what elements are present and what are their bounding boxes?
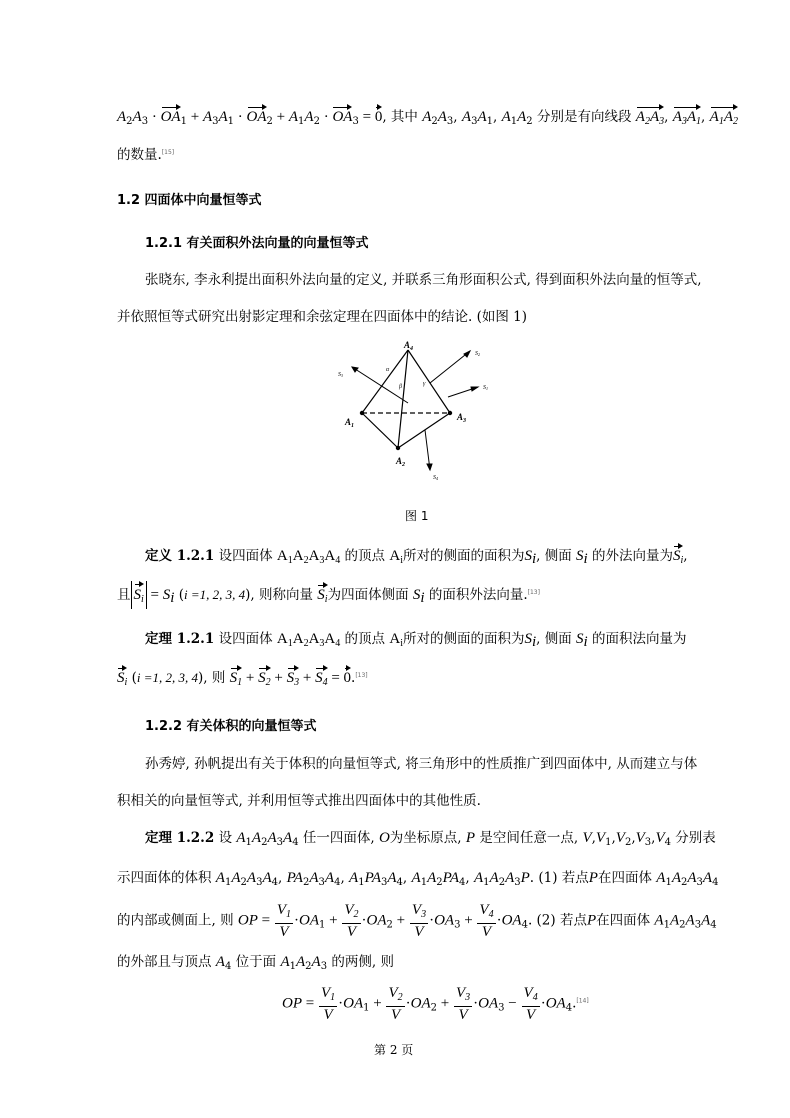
angle-label-beta: β (399, 384, 402, 390)
vector-label-s1: S1 (483, 385, 488, 391)
theorem2-equation: OP = $\frac{V_1}{V}$ $\cdot OA_1$ + $\frac{V_2}{V}$ $\cdot OA_2$ + $\frac{V_3}{V}$ $\cdot OA_3$ − $\frac{V_4}{V}$ $\cdot OA_4.[14]$ (282, 985, 589, 1023)
subsection-heading-2: 1.2.2 有关体积的向量恒等式 (145, 719, 317, 734)
vector-label-s3: S3 (338, 372, 343, 378)
section-heading: 1.2 四面体中向量恒等式 (117, 193, 262, 208)
vector-label-s4: S4 (433, 475, 438, 481)
theorem2-line3: 的内部或侧面上, 则 OP = $\frac{V_1}{V}$ $\cdot OA_1$ + $\frac{V_2}{V}$ $\cdot OA_2$ + $\frac{V_3}{V}$ $\cdot OA_3$ + $\frac{V_4}{V}$ $\cdot OA_4$. (2) 若点P在四面体 $A_1A_2A_3A_4$ (117, 902, 717, 940)
vertex-label-a1: $A_1$ (345, 417, 355, 429)
theorem2-line4: 的外部且与顶点 $A_4$ 位于面 $A_1A_2A_3$ 的两侧, 则 (117, 954, 394, 972)
figure-caption: 图 1 (405, 509, 429, 523)
angle-label-alpha: α (386, 367, 390, 373)
vector-label-s2: S2 (475, 351, 480, 357)
intro-formula-line: $A_2A_3 \cdot OA_1 + A_3A_1 \cdot OA_2 + A_1A_2 \cdot OA_3 = 0$, 其中 $A_2A_3$, $A_3A_1$, $A_1A_2$ 分别是有向线段 $A_2A_3$, $A_3A_1$, $A_1A_2$ (117, 104, 738, 127)
theorem2-line1: 定理 1.2.2 设 $A_1A_2A_3A_4$ 任一四面体, O为坐标原点, P 是空间任意一点, $V,V_1,V_2,V_3,V_4$ 分别表 (145, 830, 716, 848)
theorem1-line1: 定理 1.2.1 设四面体 $A_1A_2A_3A_4$ 的顶点 $A_i$所对的侧面的面积为$S_i$, 侧面 $S_i$ 的面积法向量为 (145, 631, 687, 650)
theorem1-line2: $S_i$ (i =1, 2, 3, 4), 则 $S_1 + S_2 + S_3 + S_4 = 0.[13]$ (117, 665, 368, 688)
sub2-para-line1: 孙秀婷, 孙帆提出有关于体积的向量恒等式, 将三角形中的性质推广到四面体中, 从而建立与体 (145, 756, 698, 772)
theorem2-label: 定理 1.2.2 (145, 830, 215, 846)
vertex-label-a3: $A_3$ (457, 412, 467, 424)
theorem1-label: 定理 1.2.1 (145, 631, 215, 647)
page-footer: 第 2 页 (374, 1043, 414, 1057)
sub1-para-line2: 并依照恒等式研究出射影定理和余弦定理在四面体中的结论. (如图 1) (117, 309, 527, 325)
sub1-para-line1: 张晓东, 李永利提出面积外法向量的定义, 并联系三角形面积公式, 得到面积外法向量的恒等式, (145, 272, 702, 288)
intro-end-line: 的数量.[15] (117, 147, 175, 163)
zero-vector: 0 (375, 104, 383, 126)
sub2-para-line2: 积相关的向量恒等式, 并利用恒等式推出四面体中的其他性质. (117, 793, 481, 809)
angle-label-gamma: γ (423, 381, 426, 387)
vertex-label-a4: $A_4$ (404, 340, 414, 352)
definition-line2: 且 $S_i = S_i$ (i =1, 2, 3, 4), 则称向量 $S_i$为四面体侧面 $S_i$ 的面积外法向量.[13] (117, 581, 540, 609)
definition-label: 定义 1.2.1 (145, 548, 215, 564)
vertex-label-a2: $A_2$ (396, 456, 406, 468)
subsection-heading-1: 1.2.1 有关面积外法向量的向量恒等式 (145, 236, 369, 251)
tetrahedron-figure (330, 335, 505, 485)
definition-line1: 定义 1.2.1 设四面体 $A_1A_2A_3A_4$ 的顶点 $A_i$所对的侧面的面积为$S_i$, 侧面 $S_i$ 的外法向量为$S_i$, (145, 543, 688, 568)
theorem2-line2: 示四面体的体积 $A_1A_2A_3A_4$, $PA_2A_3A_4$, $A_1PA_3A_4$, $A_1A_2PA_4$, $A_1A_2A_3P$. (1) 若点P在四面体 $A_1A_2A_3A_4$ (117, 870, 719, 888)
